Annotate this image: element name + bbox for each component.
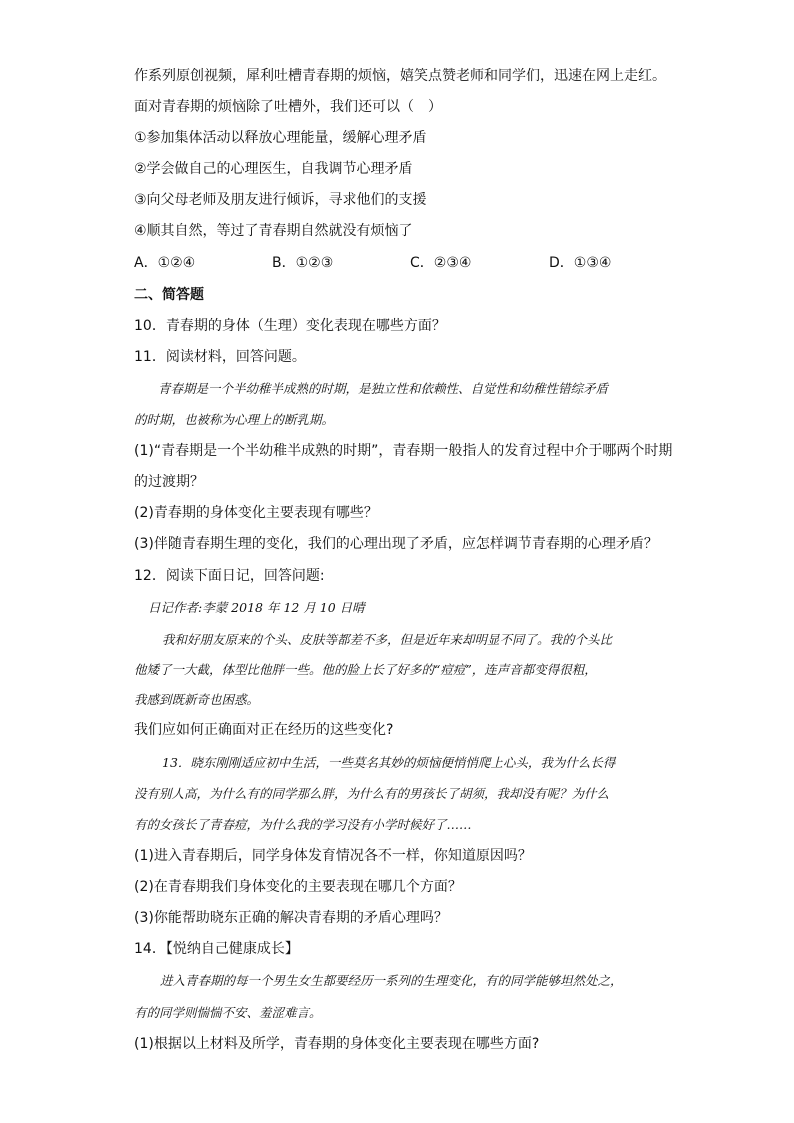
q9-option-a: A．①②④ [134, 255, 196, 271]
q11-material-line2: 的时期，也被称为心理上的断乳期。 [134, 412, 335, 427]
q12-diary-line2: 他矮了一大截，体型比他胖一些。他的脸上长了好多的“痘痘”，连声音都变得很粗， [134, 662, 597, 677]
q9-option-b: B．①②③ [272, 255, 334, 271]
q9-option-c: C．②③④ [410, 255, 472, 271]
q11-sub3: (3)伴随青春期生理的变化，我们的心理出现了矛盾，应怎样调节青春期的心理矛盾？ [134, 536, 658, 552]
q13-stem-line2: 没有别人高，为什么有的同学那么胖，为什么有的男孩长了胡须，我却没有呢？为什么 [134, 786, 610, 801]
q13-sub3: (3)你能帮助晓东正确的解决青春期的矛盾心理吗？ [134, 910, 448, 926]
q11-material-line1: 青春期是一个半幼稚半成熟的时期，是独立性和依赖性、自觉性和幼稚性错综矛盾 [158, 381, 609, 396]
q9-stem-continuation: 作系列原创视频，犀利吐槽青春期的烦恼，嬉笑点赞老师和同学们，迅速在网上走红。 [134, 68, 666, 84]
q10-stem: 10．青春期的身体（生理）变化表现在哪些方面？ [134, 318, 446, 334]
q12-title: 12．阅读下面日记，回答问题: [134, 568, 325, 584]
q9-item-4: ④顺其自然，等过了青春期自然就没有烦恼了 [134, 223, 413, 239]
q11-sub2: (2)青春期的身体变化主要表现有哪些？ [134, 505, 378, 521]
q12-diary-line1: 我和好朋友原来的个头、皮肤等都差不多，但是近年来却明显不同了。我的个头比 [162, 632, 613, 647]
q9-item-2: ②学会做自己的心理医生，自我调节心理矛盾 [134, 161, 413, 177]
q12-question: 我们应如何正确面对正在经历的这些变化? [134, 722, 394, 738]
q14-material-line2: 有的同学则惴惴不安、羞涩难言。 [134, 1005, 322, 1020]
q11-sub1-line1: (1)“青春期是一个半幼稚半成熟的时期”，青春期一般指人的发育过程中介于哪两个时期 [134, 443, 673, 459]
q9-item-3: ③向父母老师及朋友进行倾诉，寻求他们的支援 [134, 192, 427, 208]
section-title: 二、简答题 [134, 287, 204, 303]
q12-diary-header: 日记作者:李蒙 2018 年 12 月 10 日晴 [148, 600, 365, 615]
q13-stem-line1: 13．晓东刚刚适应初中生活，一些莫名其妙的烦恼便悄悄爬上心头，我为什么长得 [162, 755, 616, 770]
q13-sub2: (2)在青春期我们身体变化的主要表现在哪几个方面？ [134, 879, 462, 895]
q11-sub1-line2: 的过渡期？ [134, 474, 204, 490]
q9-option-d: D．①③④ [549, 255, 612, 271]
q12-diary-line3: 我感到既新奇也困惑。 [134, 692, 260, 707]
q9-item-1: ①参加集体活动以释放心理能量，缓解心理矛盾 [134, 130, 427, 146]
q14-title: 14．【悦纳自己健康成长】 [134, 941, 299, 957]
q14-sub1: (1)根据以上材料及所学，青春期的身体变化主要表现在哪些方面? [134, 1036, 540, 1052]
q14-material-line1: 进入青春期的每一个男生女生都要经历一系列的生理变化，有的同学能够坦然处之， [160, 973, 623, 988]
q13-sub1: (1)进入青春期后，同学身体发育情况各不一样，你知道原因吗？ [134, 848, 532, 864]
q11-title: 11．阅读材料，回答问题。 [134, 349, 306, 365]
q13-stem-line3: 有的女孩长了青春痘，为什么我的学习没有小学时候好了…… [134, 817, 472, 832]
q9-stem-question: 面对青春期的烦恼除了吐槽外，我们还可以（ ） [134, 99, 442, 115]
